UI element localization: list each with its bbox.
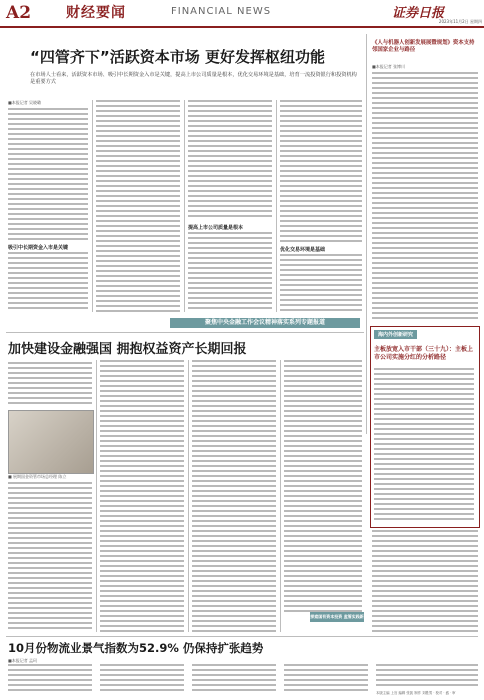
lead-subhead-2: 提高上市公司质量是根本 xyxy=(188,225,244,231)
column-rule xyxy=(366,34,367,434)
right-bottom-body xyxy=(372,530,478,632)
section-title: 财经要闻 xyxy=(66,5,126,21)
lead-body-col1b xyxy=(8,252,88,310)
bottom-headline: 10月份物流业景气指数为52.9% 仍保持扩张趋势 xyxy=(8,641,264,655)
middle-body-col3 xyxy=(192,360,276,632)
bottom-body-col5 xyxy=(376,664,478,688)
bottom-byline: ■本报记者 孟珂 xyxy=(8,658,38,663)
lead-subhead-1: 吸引中长期资金入市是关键 xyxy=(8,245,69,251)
header-rule xyxy=(0,26,484,28)
bottom-body-col4 xyxy=(284,664,368,694)
lead-body-col3b xyxy=(188,232,272,312)
lead-subheadline: 在市场人士看来，活跃资本市场、吸引中长期资金入市是关键，提高上市公司质量是根本，优化交易环境是基础，培育一流投资银行和投资机构是重要方式 xyxy=(30,72,357,85)
column-rule xyxy=(92,100,93,312)
lead-subhead-3: 优化交易环境是基础 xyxy=(280,247,326,253)
column-rule xyxy=(280,360,281,632)
column-rule xyxy=(184,100,185,312)
right-top-body xyxy=(372,72,478,322)
middle-body-intro xyxy=(8,362,92,406)
section-rule xyxy=(6,636,478,637)
bottom-body-col1 xyxy=(8,664,92,694)
feature-title: 主板放宽入市干部（三十九）：主板上市公司实施分红的分析路径 xyxy=(374,346,474,361)
middle-body-col2 xyxy=(100,360,184,632)
section-rule xyxy=(6,332,364,333)
bottom-body-col2 xyxy=(100,664,184,694)
topic-banner: 聚焦中央金融工作会议精神落实系列专题报道 xyxy=(170,318,360,328)
column-rule xyxy=(188,360,189,632)
lead-body-col4b xyxy=(280,254,362,312)
lower-banner: 探索国有资本投资 监管实践新路径 xyxy=(310,614,364,629)
lead-headline: “四管齐下”活跃资本市场 更好发挥枢纽功能 xyxy=(30,48,325,66)
lead-body-col3 xyxy=(188,100,272,220)
middle-headline: 加快建设金融强国 拥抱权益资产长期回报 xyxy=(8,342,247,357)
middle-body-col1 xyxy=(8,482,92,632)
column-rule xyxy=(96,360,97,632)
column-rule xyxy=(276,100,277,312)
page-footer: 本版主编 上官 编辑 张凯 制作 刘胜男 · 校对 · 盛 · 审 xyxy=(376,691,456,695)
feature-body xyxy=(374,368,474,522)
lead-body-col2 xyxy=(96,100,180,312)
lead-body-col4 xyxy=(280,100,362,242)
right-top-headline: 《人与机器人创新发展展暨规划》资本支持邻国家企业与路径 xyxy=(372,40,475,53)
right-top-byline: ■本报记者 张博川 xyxy=(372,64,406,69)
page-number: A2 xyxy=(6,3,32,23)
newspaper-logo: 证券日报 xyxy=(392,6,445,21)
section-title-en: FINANCIAL NEWS xyxy=(171,6,272,17)
photo-caption: ■ 展期国金资管市场总经理 陈立 xyxy=(8,474,67,479)
bottom-body-col3 xyxy=(192,664,276,694)
feature-tag: 海内外创新研究 xyxy=(374,330,417,339)
issue-date: 2023年11月2日 星期四 xyxy=(438,19,482,24)
author-photo xyxy=(8,410,94,474)
lead-byline: ■本报记者 吴晓璐 xyxy=(8,100,42,105)
middle-body-col4 xyxy=(284,360,362,612)
lead-body-col1 xyxy=(8,108,88,240)
